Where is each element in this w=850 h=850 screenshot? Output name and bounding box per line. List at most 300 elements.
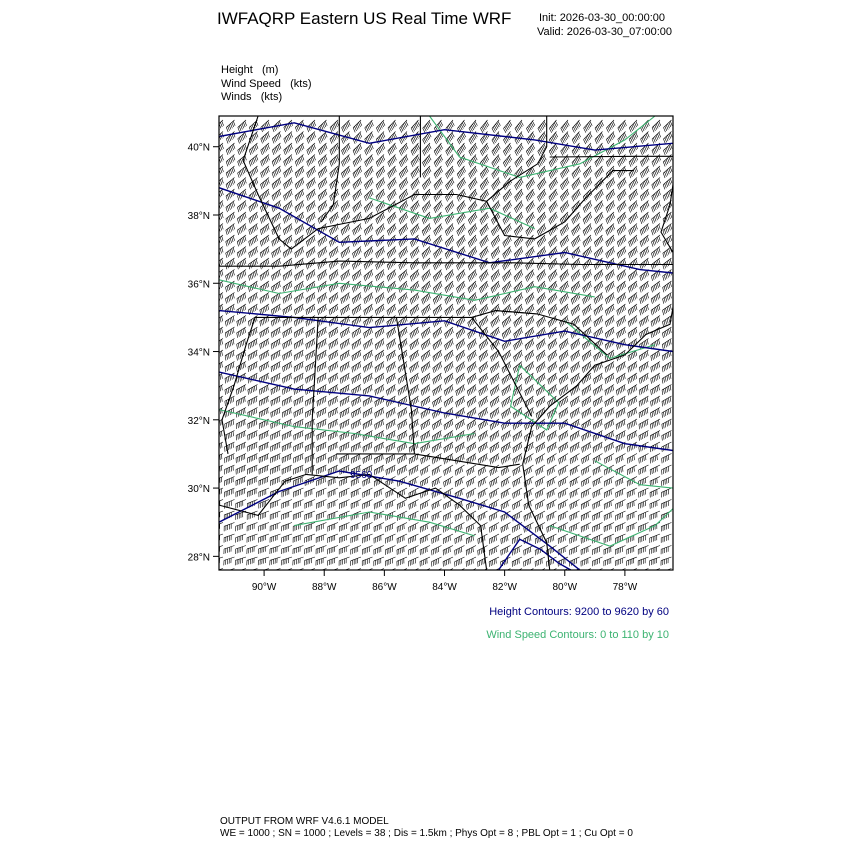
wind-barb: [283, 350, 292, 361]
wind-barb: [237, 327, 246, 338]
wind-barb: [445, 201, 454, 213]
wind-barb: [502, 316, 511, 328]
wind-barb: [446, 132, 454, 145]
wind-barb: [271, 327, 280, 338]
wind-barb: [490, 385, 499, 396]
wind-barb: [456, 396, 465, 407]
wind-barb: [549, 247, 558, 259]
wind-barb: [282, 500, 292, 509]
wind-barb: [340, 327, 349, 338]
wind-barb: [561, 120, 570, 133]
wind-barb: [271, 408, 281, 418]
wind-barb: [491, 316, 500, 328]
wind-barb: [593, 523, 603, 533]
wind-barb: [375, 350, 384, 361]
wind-barb: [604, 523, 614, 533]
wind-barb: [513, 477, 522, 488]
wind-barb: [271, 304, 280, 315]
wind-barb: [374, 557, 384, 566]
wind-barb: [421, 327, 430, 339]
wind-barb: [307, 132, 316, 144]
wind-barb: [272, 189, 281, 201]
wind-barb: [213, 396, 223, 406]
wind-barb: [515, 143, 523, 156]
wind-barb: [340, 408, 350, 418]
wind-barb: [388, 143, 397, 155]
wind-barb: [295, 258, 304, 269]
wind-barb: [352, 247, 361, 259]
wind-barb: [549, 120, 557, 133]
wind-barb: [249, 212, 258, 224]
wind-barb: [605, 327, 614, 338]
wind-barb: [318, 258, 327, 269]
wind-barb: [662, 385, 671, 395]
wind-barb: [490, 396, 499, 407]
wind-barb: [664, 120, 673, 132]
wind-barb: [559, 339, 568, 351]
wind-barb: [397, 523, 407, 533]
border-line: [550, 156, 691, 157]
wind-barb: [503, 189, 512, 202]
wind-barb: [281, 534, 292, 543]
wind-barb: [213, 500, 223, 509]
wind-barb: [235, 557, 246, 565]
wind-barb: [595, 166, 604, 178]
wind-barb: [284, 120, 293, 132]
wind-barb: [640, 281, 649, 292]
wind-barb: [467, 477, 476, 488]
wind-barb: [662, 408, 672, 418]
wind-barb: [236, 488, 246, 497]
wind-barb: [226, 258, 235, 269]
wind-barb: [457, 258, 466, 270]
wind-barb: [408, 557, 418, 566]
wind-barb: [618, 120, 627, 132]
wind-barb: [293, 488, 303, 497]
wind-barb: [479, 339, 488, 351]
wind-barb: [606, 120, 615, 132]
wind-barb: [560, 224, 569, 236]
wind-barb: [387, 339, 396, 350]
wind-barb: [271, 442, 281, 452]
wind-barb: [639, 488, 649, 498]
wind-barb: [387, 258, 396, 270]
wind-barb: [340, 488, 350, 498]
wind-barb: [478, 442, 487, 453]
wind-barb: [445, 281, 454, 293]
wind-barb: [271, 362, 281, 372]
wind-barb: [295, 178, 304, 190]
wind-barb: [398, 339, 407, 350]
wind-barb: [388, 178, 397, 190]
wind-barb: [606, 189, 615, 201]
wind-barb: [422, 178, 431, 190]
wind-barb: [503, 201, 512, 214]
wind-barb: [328, 442, 338, 452]
wind-barb: [467, 362, 476, 374]
wind-barb: [340, 465, 350, 475]
wind-barb: [456, 350, 465, 362]
wind-barb: [341, 293, 350, 304]
wind-barb: [445, 270, 454, 282]
wind-barb: [409, 500, 419, 510]
wind-barb: [638, 500, 648, 510]
wind-barb: [594, 316, 603, 328]
wind-barb: [513, 442, 522, 453]
wind-barb: [330, 212, 339, 224]
wind-barb: [399, 270, 408, 282]
wind-speed-contour-line: [550, 509, 673, 546]
wind-barb: [444, 339, 453, 351]
wind-barb: [537, 247, 546, 259]
wind-barb: [282, 373, 292, 383]
wind-barb: [570, 396, 579, 407]
wind-barb: [260, 189, 269, 201]
wind-barb: [615, 557, 625, 566]
wind-barb: [468, 224, 477, 236]
wind-barb: [434, 166, 443, 179]
wind-barb: [295, 270, 304, 281]
wind-barb: [259, 408, 269, 418]
wind-barb: [238, 166, 247, 178]
wind-barb: [259, 362, 269, 372]
wind-barb: [434, 132, 443, 145]
height-contour-label: 9560: [350, 470, 373, 481]
height-contour-legend: Height Contours: 9200 to 9620 by 60: [489, 606, 669, 618]
wind-barb: [225, 316, 234, 327]
wind-barb: [606, 178, 615, 190]
wind-barb: [306, 293, 315, 304]
wind-barb: [294, 304, 303, 315]
wind-barb: [628, 327, 637, 338]
wind-barb: [422, 189, 431, 201]
wind-barb: [537, 270, 546, 282]
wind-barb: [559, 408, 568, 419]
wind-barb: [328, 523, 338, 532]
wind-barb: [317, 373, 326, 384]
wind-barb: [629, 143, 638, 155]
wind-barb: [570, 546, 580, 556]
wind-speed-contour-legend: Wind Speed Contours: 0 to 110 by 10: [486, 629, 669, 641]
wind-barb: [618, 132, 627, 144]
wind-barb: [468, 212, 477, 224]
wind-barb: [491, 293, 500, 305]
wind-barb: [235, 534, 246, 543]
wind-barb: [445, 224, 454, 236]
wind-barb: [480, 270, 489, 282]
wind-barb: [353, 212, 362, 224]
wind-barb: [502, 408, 511, 419]
wind-barb: [479, 408, 488, 419]
wind-barb: [271, 396, 281, 406]
wind-barb: [537, 201, 546, 213]
wind-barb: [639, 373, 648, 384]
wind-barb: [582, 385, 591, 396]
wind-barb: [248, 339, 257, 350]
wind-barb: [593, 488, 603, 498]
wind-barb: [270, 546, 281, 554]
wind-barb: [652, 166, 661, 178]
wind-barb: [446, 166, 455, 179]
wind-barb: [617, 304, 626, 315]
wind-barb: [536, 477, 545, 488]
wind-barb: [582, 419, 591, 430]
wind-barb: [455, 442, 464, 453]
wind-barb: [604, 500, 614, 510]
wind-barb: [260, 270, 269, 281]
wind-barb: [479, 385, 488, 396]
wind-barb: [627, 523, 637, 532]
wind-barb: [571, 247, 580, 259]
wind-barb: [420, 500, 430, 510]
wind-barb: [467, 396, 476, 407]
wind-barb: [284, 178, 293, 190]
wind-barb: [559, 465, 568, 476]
wind-barb: [514, 224, 523, 236]
wind-barb: [490, 454, 499, 465]
wind-barb: [317, 385, 327, 395]
wind-barb: [480, 143, 488, 156]
wind-barb: [226, 155, 235, 167]
wind-barb: [605, 281, 614, 293]
wind-barb: [363, 500, 373, 510]
wind-barb: [376, 166, 385, 178]
wind-barb: [305, 534, 315, 543]
wind-barb: [445, 212, 454, 224]
wind-barb: [662, 465, 672, 475]
wind-barb: [627, 500, 637, 510]
wind-barb: [513, 396, 522, 407]
wind-barb: [651, 339, 660, 350]
wind-barb: [638, 546, 648, 555]
wind-barb: [457, 166, 466, 179]
wind-barb: [387, 327, 396, 338]
wind-barb: [422, 247, 431, 259]
wind-barb: [456, 373, 465, 384]
wind-barb: [651, 362, 660, 373]
wind-barb: [480, 120, 488, 133]
wind-barb: [514, 304, 523, 316]
wind-barb: [364, 304, 373, 315]
wind-barb: [444, 362, 453, 374]
model-version: OUTPUT FROM WRF V4.6.1 MODEL: [220, 816, 389, 827]
wind-barb: [237, 235, 246, 246]
wind-barb: [480, 224, 489, 236]
wind-barb: [374, 534, 384, 543]
wind-barb: [341, 155, 350, 167]
wind-barb: [445, 293, 454, 305]
wind-barb: [294, 362, 303, 373]
wind-barb: [548, 350, 557, 362]
wind-barb: [582, 350, 591, 361]
wind-barb: [572, 120, 581, 133]
wind-barb: [629, 212, 638, 224]
wind-barb: [328, 500, 338, 509]
wind-barb: [592, 546, 602, 555]
wind-barb: [316, 546, 326, 555]
latitude-axis: [188, 143, 219, 564]
wind-barb: [352, 385, 361, 396]
wind-barb: [549, 189, 558, 201]
wind-barb: [445, 327, 454, 339]
wind-barb: [281, 546, 292, 554]
wind-barb: [571, 373, 580, 384]
wind-barb: [627, 557, 637, 566]
wind-barb: [421, 373, 430, 384]
wind-barb: [583, 166, 592, 178]
wind-barb: [226, 247, 235, 258]
wind-barb: [318, 189, 327, 201]
wind-barb: [549, 155, 558, 168]
wind-barb: [433, 396, 442, 407]
wind-barb: [283, 304, 292, 315]
wind-barb: [434, 178, 443, 190]
wind-barb: [549, 201, 558, 213]
wind-barb: [387, 235, 396, 247]
wind-barb: [306, 281, 315, 292]
wind-barb: [593, 500, 603, 510]
wind-barb: [421, 350, 430, 361]
wind-barb: [492, 120, 500, 133]
wind-barb: [388, 132, 397, 144]
wind-barb: [397, 465, 407, 475]
wind-barb: [237, 281, 246, 292]
wind-barb: [661, 500, 671, 509]
wind-barb: [583, 224, 592, 236]
wind-barb: [446, 155, 455, 168]
wind-barb: [353, 178, 362, 190]
wind-barb: [650, 534, 660, 543]
wind-barb: [272, 270, 281, 281]
wind-barb: [479, 396, 488, 407]
wind-barb: [341, 166, 350, 178]
wind-barb: [468, 339, 477, 351]
wind-barb: [224, 557, 235, 565]
wind-barb: [317, 339, 326, 350]
wind-barb: [640, 304, 649, 315]
wind-barb: [605, 419, 614, 430]
lat-tick-label: 30°N: [187, 484, 210, 496]
wind-barb: [615, 546, 625, 555]
wind-barb: [306, 201, 315, 213]
wind-barb: [490, 488, 499, 499]
wind-barb: [652, 189, 661, 201]
wind-barb: [525, 350, 534, 362]
wind-barb: [213, 431, 223, 441]
border-line: [336, 454, 519, 468]
wind-barb: [617, 258, 626, 270]
wind-barb: [469, 120, 477, 133]
wind-barb: [455, 465, 464, 476]
wind-barb: [560, 178, 569, 190]
wind-barb: [339, 546, 349, 555]
wind-barb: [651, 316, 660, 327]
wind-barb: [616, 431, 626, 441]
wind-barb: [640, 247, 649, 259]
wind-barb: [478, 477, 487, 488]
wind-barb: [352, 270, 361, 282]
wind-barb: [385, 557, 395, 566]
wind-barb: [386, 373, 395, 384]
wind-barb: [432, 557, 442, 567]
wind-barb: [328, 546, 338, 555]
wind-barb: [307, 189, 316, 201]
wind-barb: [236, 396, 246, 406]
wind-barb: [468, 293, 477, 305]
wind-barb: [548, 339, 557, 351]
wind-barb: [433, 362, 442, 373]
wind-barb: [340, 442, 350, 452]
wind-barb: [283, 189, 292, 201]
wind-barb: [397, 557, 407, 566]
wind-barb: [525, 304, 534, 316]
wind-barb: [317, 431, 327, 441]
lon-tick-label: 86°W: [372, 582, 397, 593]
wind-barb: [594, 304, 603, 316]
wind-barb: [629, 189, 638, 201]
wind-barb: [662, 431, 672, 441]
wind-barb: [259, 454, 269, 464]
wind-barb: [364, 327, 373, 338]
wind-barb: [560, 293, 569, 305]
wind-barb: [249, 155, 258, 167]
wind-barb: [305, 431, 315, 441]
wind-barb: [363, 454, 373, 464]
wind-barb: [283, 362, 292, 372]
wind-barb: [213, 488, 223, 497]
wind-barb: [583, 235, 592, 247]
wind-barb: [455, 511, 465, 521]
wind-barb: [271, 281, 280, 292]
wind-barb: [478, 465, 487, 476]
wind-barb: [502, 304, 511, 316]
wind-barb: [628, 362, 637, 373]
wind-barb: [583, 178, 592, 190]
wind-barb: [341, 270, 350, 281]
wind-barb: [295, 247, 304, 258]
wind-barb: [410, 339, 419, 350]
wind-barb: [663, 258, 672, 269]
wind-barb: [501, 488, 510, 499]
wind-barb: [616, 373, 625, 384]
wind-barb: [295, 189, 304, 201]
wind-barb: [237, 247, 246, 258]
wind-barb: [650, 396, 660, 406]
wind-barb: [490, 373, 499, 385]
wind-barb: [226, 270, 235, 281]
wind-barb: [572, 189, 581, 201]
wind-barb: [376, 189, 385, 201]
wind-barb: [617, 327, 626, 338]
wind-barb: [329, 350, 338, 361]
wind-barb: [456, 270, 465, 282]
wind-barb: [515, 189, 524, 202]
wind-barb: [640, 166, 649, 178]
wind-barb: [386, 477, 396, 487]
wind-barb: [525, 293, 534, 305]
wind-barb: [420, 557, 430, 567]
wind-barb: [558, 500, 568, 510]
longitude-axis: [252, 570, 638, 593]
wind-barb: [293, 500, 303, 509]
wind-barb: [351, 534, 361, 543]
wind-barb: [467, 465, 476, 476]
wind-barb: [351, 557, 361, 566]
wind-barb: [249, 143, 258, 155]
wind-barb: [559, 362, 568, 373]
wind-barb: [501, 442, 510, 453]
wind-barb: [375, 408, 384, 419]
